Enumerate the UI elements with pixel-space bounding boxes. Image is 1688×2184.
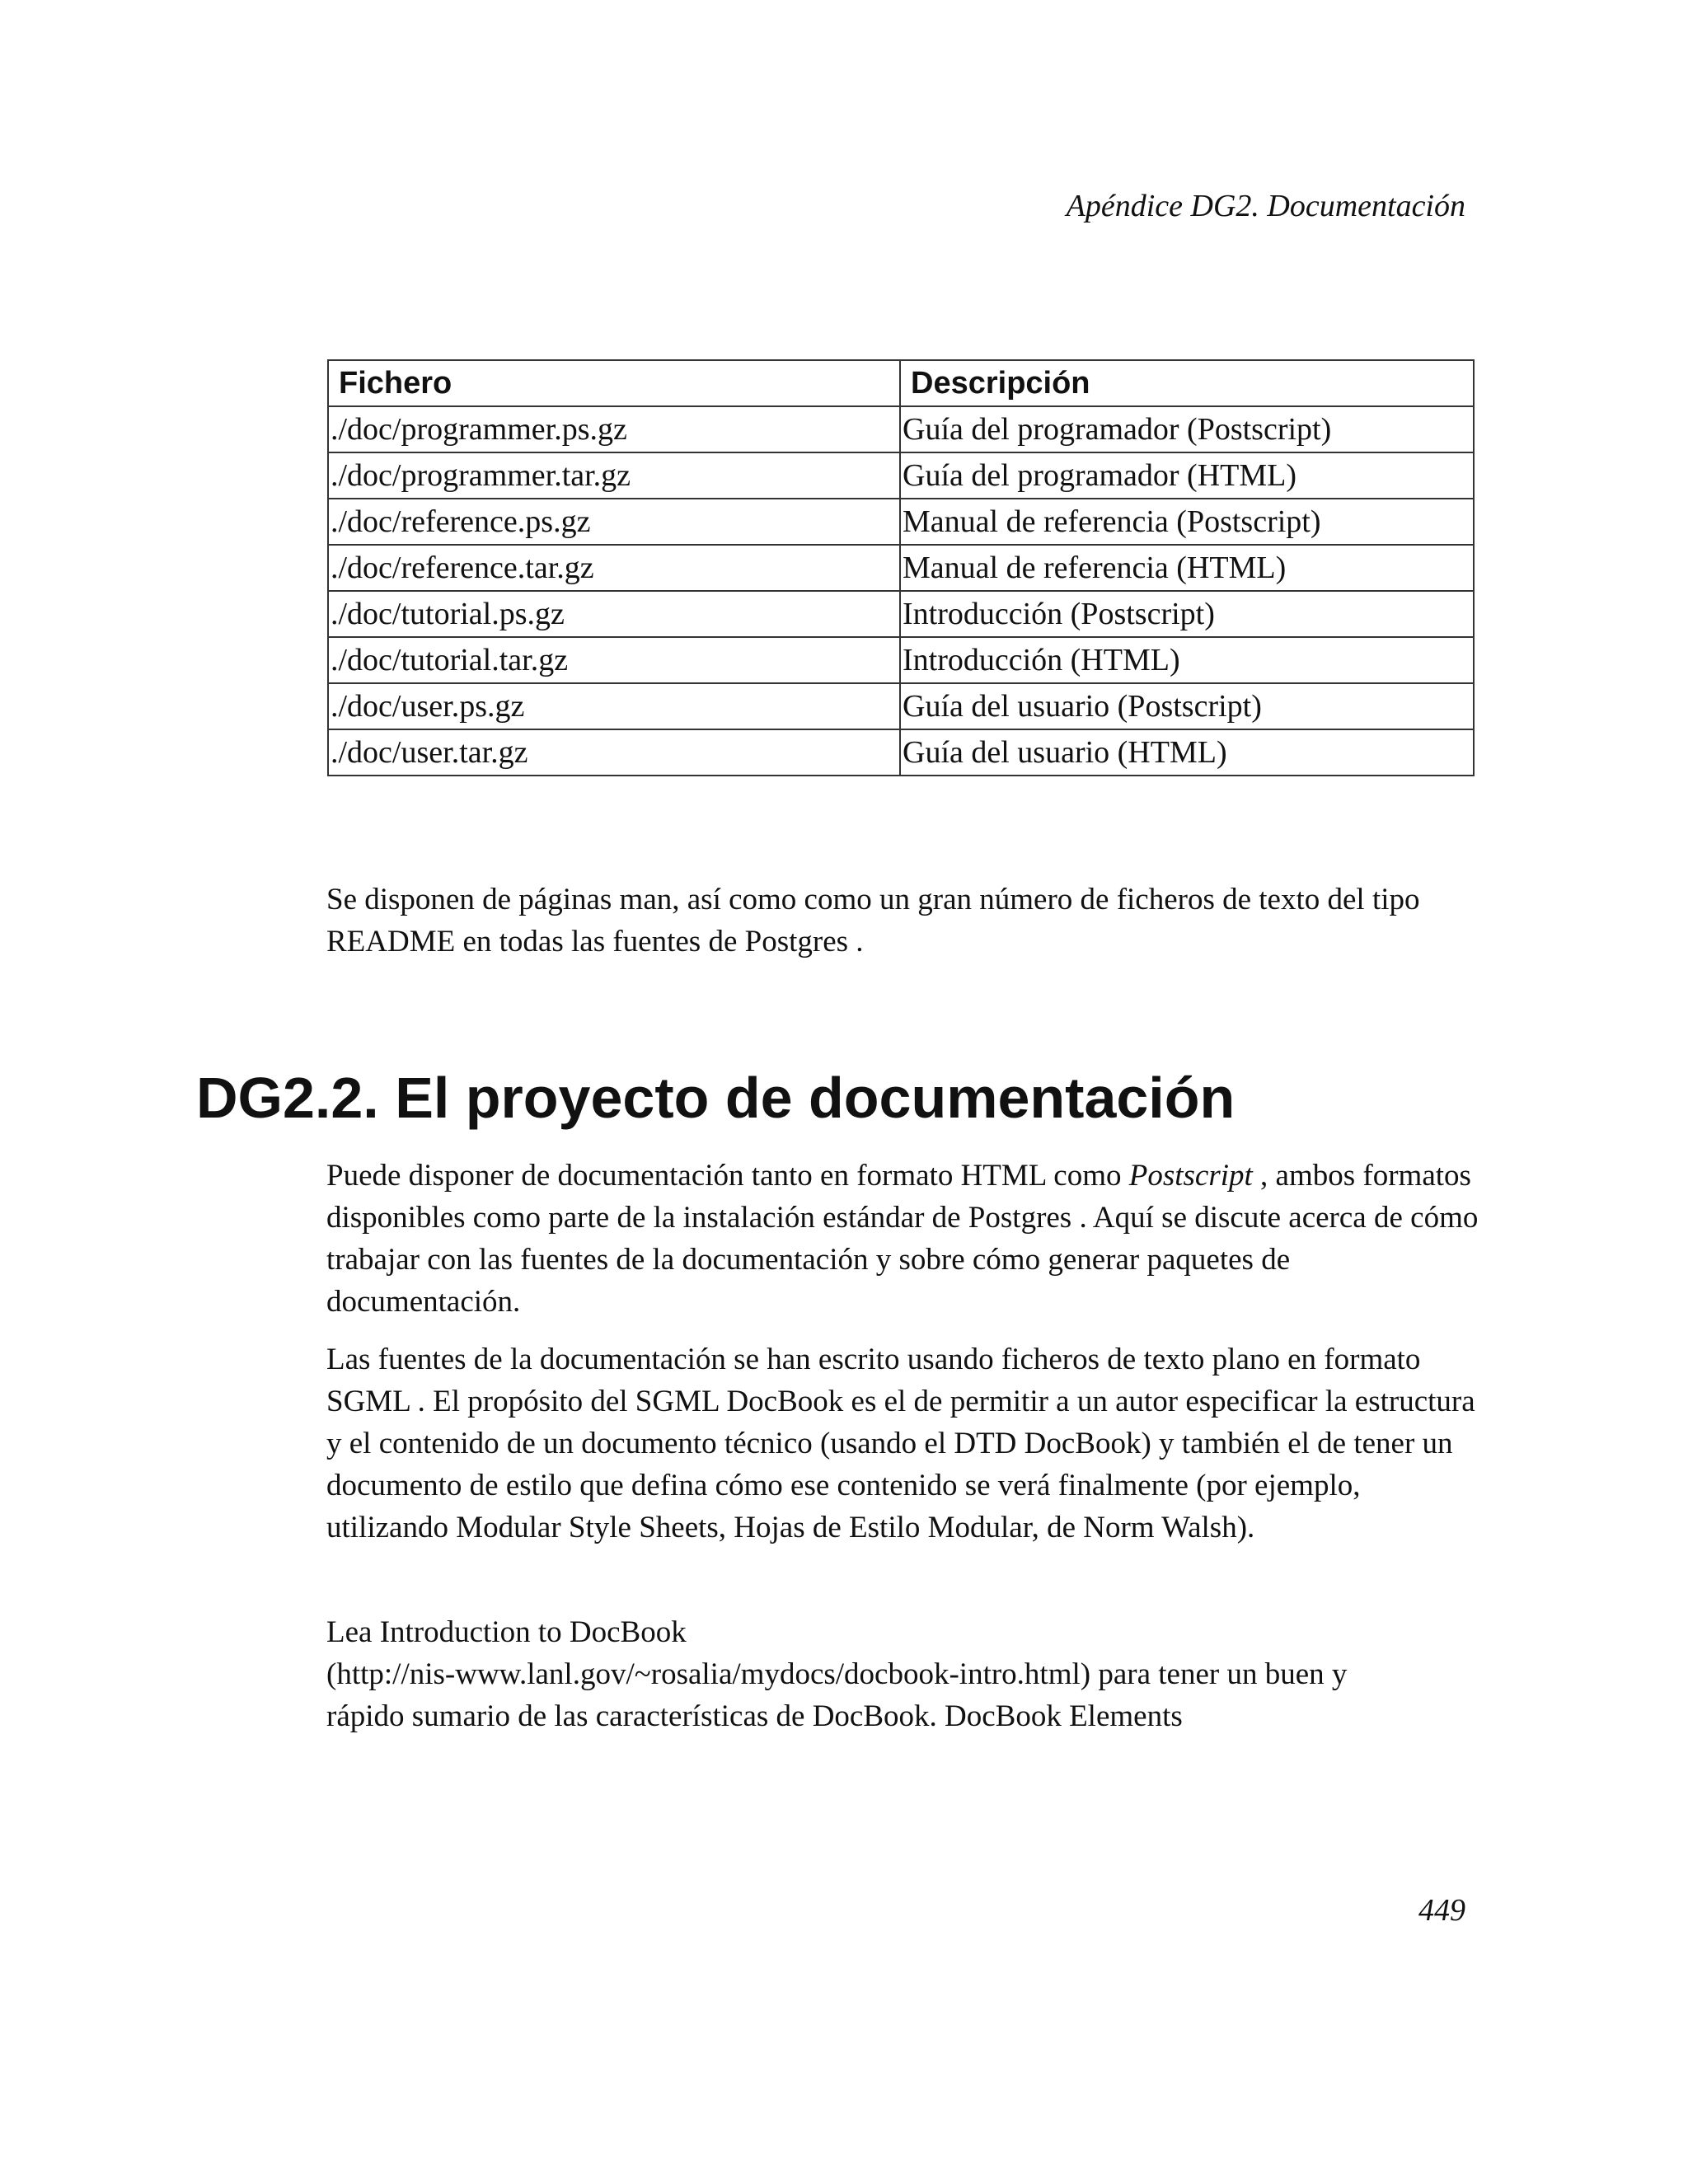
- description-cell: Guía del usuario (HTML): [900, 729, 1474, 776]
- paragraph-line: rápido sumario de las características de DocBook. DocBook Elements: [326, 1699, 1183, 1733]
- paragraph-text: Puede disponer de documentación tanto en formato HTML como: [326, 1159, 1129, 1193]
- paragraph-line: Lea Introduction to DocBook: [326, 1615, 687, 1649]
- file-cell: ./doc/programmer.ps.gz: [328, 406, 900, 452]
- file-cell: ./doc/programmer.tar.gz: [328, 452, 900, 499]
- description-cell: Guía del programador (Postscript): [900, 406, 1474, 452]
- description-cell: Guía del programador (HTML): [900, 452, 1474, 499]
- page-number: 449: [1418, 1893, 1465, 1928]
- intro-paragraph: Se disponen de páginas man, así como como un gran número de ficheros de texto del tipo README en todas las fuentes de Postgres .: [326, 883, 1420, 958]
- file-cell: ./doc/user.tar.gz: [328, 729, 900, 776]
- file-cell: ./doc/reference.tar.gz: [328, 545, 900, 591]
- paragraph-text: , ambos formatos disponibles como parte de la instalación estándar de Postgres . Aquí se discute acerca de cómo trabajar con las fuentes de la documentación y sobre cómo generar paquetes de documentación.: [326, 1159, 1479, 1319]
- column-header-descripcion: Descripción: [900, 360, 1474, 406]
- file-cell: ./doc/reference.ps.gz: [328, 499, 900, 545]
- section-paragraph-2: Las fuentes de la documentación se han escrito usando ficheros de texto plano en formato SGML . El propósito del SGML DocBook es el de permitir a un autor especificar la estructura y el contenido de un documento técnico (usando el DTD DocBook) y también el de tener un documento de estilo que defina cómo ese contenido se verá finalmente (por ejemplo, utilizando Modular Style Sheets, Hojas de Estilo Modular, de Norm Walsh).: [326, 1343, 1475, 1544]
- column-header-fichero: Fichero: [328, 360, 900, 406]
- file-cell: ./doc/user.ps.gz: [328, 683, 900, 729]
- description-cell: Manual de referencia (HTML): [900, 545, 1474, 591]
- section-paragraph-1: [326, 1155, 1480, 1323]
- file-cell: ./doc/tutorial.tar.gz: [328, 637, 900, 683]
- running-header: Apéndice DG2. Documentación: [1066, 189, 1465, 223]
- table-row: [328, 499, 1474, 545]
- docbook-intro-link-text: (http://nis-www.lanl.gov/~rosalia/mydocs/docbook-intro.html) para tener un buen y: [326, 1657, 1348, 1691]
- table-row: [328, 406, 1474, 452]
- description-cell: Manual de referencia (Postscript): [900, 499, 1474, 545]
- table-row: [328, 729, 1474, 776]
- section-heading: DG2.2. El proyecto de documentación: [196, 1066, 1236, 1130]
- description-cell: Introducción (HTML): [900, 637, 1474, 683]
- table-row: [328, 591, 1474, 637]
- file-cell: ./doc/tutorial.ps.gz: [328, 591, 900, 637]
- section-paragraph-3: [326, 1611, 1480, 1737]
- table-header-row: [328, 360, 1474, 406]
- table-row: [328, 637, 1474, 683]
- documentation-files-table: [327, 359, 1475, 776]
- table-row: [328, 452, 1474, 499]
- table-row: [328, 545, 1474, 591]
- description-cell: Guía del usuario (Postscript): [900, 683, 1474, 729]
- table-row: [328, 683, 1474, 729]
- postscript-term: Postscript: [1128, 1159, 1253, 1193]
- description-cell: Introducción (Postscript): [900, 591, 1474, 637]
